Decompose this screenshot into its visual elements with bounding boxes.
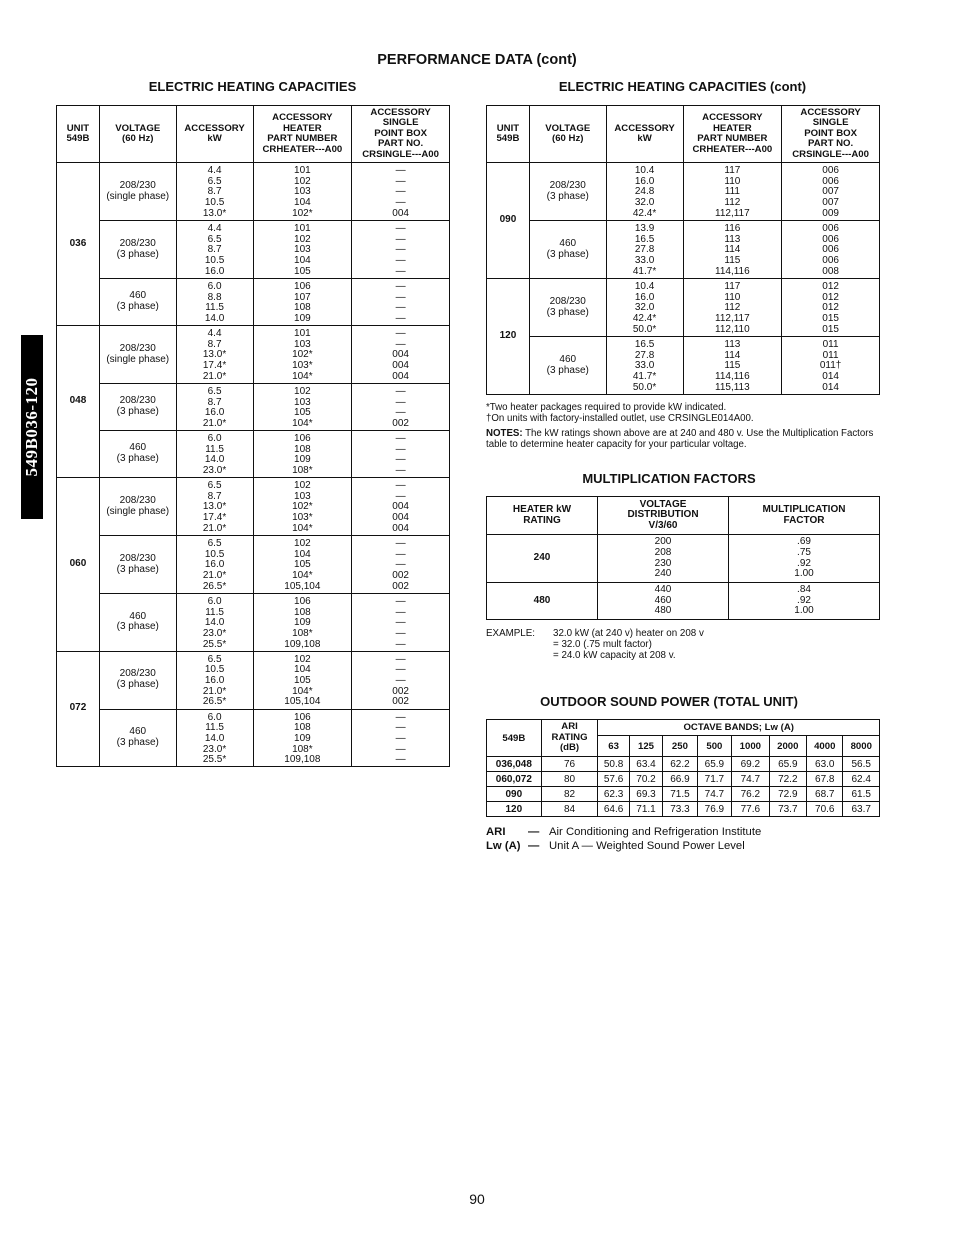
kw-cell: 6.5 8.7 13.0* 17.4* 21.0*	[176, 478, 253, 536]
single-point-box-cell: — — — —	[352, 431, 450, 478]
side-tab	[21, 335, 43, 519]
voltage-cell: 208/230 (3 phase)	[99, 651, 176, 709]
unit-cell: 090	[487, 787, 542, 802]
unit-cell: 036,048	[487, 757, 542, 772]
legend-text: Unit A — Weighted Sound Power Level	[549, 839, 745, 852]
band-value-cell: 66.9	[663, 772, 697, 787]
unit-cell: 060	[57, 478, 100, 652]
heater-part-cell: 102 104 105 104* 105,104	[253, 651, 352, 709]
sound-power-title: OUTDOOR SOUND POWER (TOTAL UNIT)	[540, 694, 798, 709]
table-row	[57, 163, 450, 221]
footnote-dagger: †On units with factory-installed outlet, use CRSINGLE014A00.	[486, 413, 754, 424]
band-header: 4000	[807, 736, 843, 757]
example-line: = 32.0 (.75 mult factor)	[553, 639, 652, 650]
table-row	[487, 163, 880, 221]
unit-cell: 036	[57, 163, 100, 326]
heater-part-cell: 117 110 111 112 112,117	[683, 163, 782, 221]
band-value-cell: 72.2	[769, 772, 806, 787]
heater-rating-cell: 480	[487, 583, 598, 620]
band-value-cell: 67.8	[807, 772, 843, 787]
example-lines	[553, 628, 793, 661]
header-voltage: VOLTAGE (60 Hz)	[529, 106, 606, 163]
band-value-cell: 64.6	[598, 802, 629, 817]
single-point-box-cell: 006 006 006 006 008	[782, 221, 880, 279]
heater-part-cell: 101 103 102* 103* 104*	[253, 326, 352, 384]
band-header: 8000	[843, 736, 880, 757]
side-tab-label: 549B036-120	[22, 377, 41, 477]
voltage-cell: 460 (3 phase)	[99, 431, 176, 478]
ari-cell: 80	[541, 772, 598, 787]
band-value-cell: 65.9	[697, 757, 731, 772]
header-kw: ACCESSORY kW	[176, 106, 253, 163]
voltage-cell: 460 (3 phase)	[99, 709, 176, 767]
single-point-box-cell: — — — 002	[352, 384, 450, 431]
single-point-box-cell: — — — 002 002	[352, 536, 450, 594]
band-value-cell: 71.5	[663, 787, 697, 802]
factors-cell: .69 .75 .92 1.00	[729, 535, 880, 583]
voltage-cell: 208/230 (3 phase)	[529, 163, 606, 221]
band-value-cell: 56.5	[843, 757, 880, 772]
header-single-point-box: ACCESSORY SINGLE POINT BOX PART NO. CRSINGLE---A00	[352, 106, 450, 163]
band-value-cell: 61.5	[843, 787, 880, 802]
single-point-box-cell: — — — 002 002	[352, 651, 450, 709]
table-row	[57, 709, 450, 767]
kw-cell: 6.0 8.8 11.5 14.0	[176, 279, 253, 326]
heater-part-cell: 117 110 112 112,117 112,110	[683, 279, 782, 337]
band-value-cell: 76.9	[697, 802, 731, 817]
legend-abbr: Lw (A)	[486, 839, 521, 852]
voltages-cell: 440 460 480	[598, 583, 729, 620]
table-row	[57, 221, 450, 279]
header-single-point-box: ACCESSORY SINGLE POINT BOX PART NO. CRSINGLE---A00	[782, 106, 880, 163]
band-value-cell: 71.1	[629, 802, 662, 817]
single-point-box-cell: — — — — —	[352, 221, 450, 279]
band-value-cell: 74.7	[732, 772, 769, 787]
unit-cell: 120	[487, 279, 530, 395]
voltage-cell: 460 (3 phase)	[99, 594, 176, 652]
ari-cell: 82	[541, 787, 598, 802]
single-point-box-cell: — — 004 004 004	[352, 478, 450, 536]
table-row	[487, 337, 880, 395]
kw-cell: 16.5 27.8 33.0 41.7* 50.0*	[606, 337, 683, 395]
voltage-cell: 208/230 (single phase)	[99, 326, 176, 384]
band-value-cell: 62.4	[843, 772, 880, 787]
voltage-cell: 208/230 (3 phase)	[99, 384, 176, 431]
kw-cell: 6.0 11.5 14.0 23.0*	[176, 431, 253, 478]
single-point-box-cell: — — — — 004	[352, 163, 450, 221]
multiplication-factors-table	[486, 496, 880, 620]
heater-part-cell: 101 102 103 104 105	[253, 221, 352, 279]
band-value-cell: 62.2	[663, 757, 697, 772]
table-row	[57, 478, 450, 536]
header-heater-part: ACCESSORY HEATER PART NUMBER CRHEATER---A00	[683, 106, 782, 163]
kw-cell: 6.5 10.5 16.0 21.0* 26.5*	[176, 536, 253, 594]
mult-factors-title: MULTIPLICATION FACTORS	[582, 471, 756, 486]
legend-text: Air Conditioning and Refrigeration Institute	[549, 826, 762, 838]
heater-rating-cell: 240	[487, 535, 598, 583]
left-table-title: ELECTRIC HEATING CAPACITIES	[148, 79, 357, 94]
table-row	[487, 279, 880, 337]
band-value-cell: 65.9	[769, 757, 806, 772]
legend-dash: —	[528, 826, 540, 838]
kw-cell: 10.4 16.0 24.8 32.0 42.4*	[606, 163, 683, 221]
table-row	[487, 772, 880, 787]
table-row	[57, 536, 450, 594]
electric-heating-table	[56, 105, 450, 767]
table-row	[487, 802, 880, 817]
band-value-cell: 73.7	[769, 802, 806, 817]
header-mult-factor: MULTIPLICATION FACTOR	[729, 497, 880, 535]
unit-cell: 048	[57, 326, 100, 478]
band-value-cell: 68.7	[807, 787, 843, 802]
voltage-cell: 208/230 (single phase)	[99, 478, 176, 536]
band-value-cell: 70.6	[807, 802, 843, 817]
unit-cell: 072	[57, 651, 100, 767]
heater-part-cell: 106 108 109 108* 109,108	[253, 709, 352, 767]
single-point-box-cell: — — — — —	[352, 594, 450, 652]
legend-row	[486, 840, 846, 854]
kw-cell: 6.0 11.5 14.0 23.0* 25.5*	[176, 709, 253, 767]
heater-part-cell: 101 102 103 104 102*	[253, 163, 352, 221]
band-header: 250	[663, 736, 697, 757]
band-value-cell: 63.0	[807, 757, 843, 772]
band-header: 63	[598, 736, 629, 757]
header-kw: ACCESSORY kW	[606, 106, 683, 163]
factors-cell: .84 .92 1.00	[729, 583, 880, 620]
band-value-cell: 73.3	[663, 802, 697, 817]
header-voltage: VOLTAGE (60 Hz)	[99, 106, 176, 163]
ari-cell: 76	[541, 757, 598, 772]
example-line: = 24.0 kW capacity at 208 v.	[553, 650, 676, 661]
band-value-cell: 69.3	[629, 787, 662, 802]
footnotes	[486, 402, 880, 450]
table-row	[57, 326, 450, 384]
single-point-box-cell: 012 012 012 015 015	[782, 279, 880, 337]
abbreviation-legend	[486, 826, 846, 853]
table-row	[57, 384, 450, 431]
band-value-cell: 57.6	[598, 772, 629, 787]
band-value-cell: 50.8	[598, 757, 629, 772]
voltage-cell: 208/230 (3 phase)	[99, 536, 176, 594]
band-header: 2000	[769, 736, 806, 757]
table-row	[487, 757, 880, 772]
header-ari-rating: ARI RATING (dB)	[541, 720, 598, 757]
band-value-cell: 62.3	[598, 787, 629, 802]
kw-cell: 4.4 6.5 8.7 10.5 13.0*	[176, 163, 253, 221]
single-point-box-cell: — — 004 004 004	[352, 326, 450, 384]
table-row	[487, 787, 880, 802]
header-heater-part: ACCESSORY HEATER PART NUMBER CRHEATER---A00	[253, 106, 352, 163]
kw-cell: 6.5 10.5 16.0 21.0* 26.5*	[176, 651, 253, 709]
band-value-cell: 76.2	[732, 787, 769, 802]
electric-heating-table-cont	[486, 105, 880, 395]
ari-cell: 84	[541, 802, 598, 817]
right-table-title: ELECTRIC HEATING CAPACITIES (cont)	[558, 79, 807, 94]
heater-part-cell: 106 107 108 109	[253, 279, 352, 326]
example-label: EXAMPLE:	[486, 628, 536, 639]
example-line: 32.0 kW (at 240 v) heater on 208 v	[553, 628, 704, 639]
notes	[486, 428, 880, 450]
table-row	[57, 279, 450, 326]
header-octave-bands: OCTAVE BANDS; Lw (A)	[598, 720, 880, 736]
table-row	[57, 651, 450, 709]
table-row	[57, 594, 450, 652]
header-unit: UNIT 549B	[487, 106, 530, 163]
table-row	[57, 431, 450, 478]
band-value-cell: 77.6	[732, 802, 769, 817]
single-point-box-cell: 011 011 011† 014 014	[782, 337, 880, 395]
band-header: 1000	[732, 736, 769, 757]
table-row	[487, 583, 880, 620]
band-value-cell: 71.7	[697, 772, 731, 787]
page-title: PERFORMANCE DATA (cont)	[377, 52, 577, 68]
voltage-cell: 208/230 (3 phase)	[99, 221, 176, 279]
header-unit: UNIT 549B	[57, 106, 100, 163]
heater-part-cell: 113 114 115 114,116 115,113	[683, 337, 782, 395]
unit-cell: 090	[487, 163, 530, 279]
page-number: 90	[469, 1191, 485, 1207]
single-point-box-cell: 006 006 007 007 009	[782, 163, 880, 221]
notes-label: NOTES:	[486, 428, 523, 439]
kw-cell: 6.5 8.7 16.0 21.0*	[176, 384, 253, 431]
voltage-cell: 460 (3 phase)	[99, 279, 176, 326]
voltage-cell: 208/230 (single phase)	[99, 163, 176, 221]
header-voltage-distribution: VOLTAGE DISTRIBUTION V/3/60	[598, 497, 729, 535]
heater-part-cell: 102 103 105 104*	[253, 384, 352, 431]
single-point-box-cell: — — — — —	[352, 709, 450, 767]
sound-power-table	[486, 719, 880, 817]
kw-cell: 13.9 16.5 27.8 33.0 41.7*	[606, 221, 683, 279]
heater-part-cell: 106 108 109 108* 109,108	[253, 594, 352, 652]
single-point-box-cell: — — — —	[352, 279, 450, 326]
kw-cell: 4.4 8.7 13.0* 17.4* 21.0*	[176, 326, 253, 384]
band-value-cell: 63.4	[629, 757, 662, 772]
legend-dash: —	[528, 839, 540, 852]
heater-part-cell: 106 108 109 108*	[253, 431, 352, 478]
table-row	[487, 535, 880, 583]
heater-part-cell: 102 104 105 104* 105,104	[253, 536, 352, 594]
voltages-cell: 200 208 230 240	[598, 535, 729, 583]
kw-cell: 6.0 11.5 14.0 23.0* 25.5*	[176, 594, 253, 652]
band-value-cell: 72.9	[769, 787, 806, 802]
unit-cell: 060,072	[487, 772, 542, 787]
table-row	[487, 221, 880, 279]
band-header: 125	[629, 736, 662, 757]
unit-cell: 120	[487, 802, 542, 817]
header-unit: 549B	[487, 720, 542, 757]
legend-row	[486, 826, 846, 840]
band-value-cell: 69.2	[732, 757, 769, 772]
kw-cell: 4.4 6.5 8.7 10.5 16.0	[176, 221, 253, 279]
voltage-cell: 460 (3 phase)	[529, 337, 606, 395]
legend-abbr: ARI	[486, 826, 506, 838]
band-value-cell: 70.2	[629, 772, 662, 787]
header-heater-rating: HEATER kW RATING	[487, 497, 598, 535]
band-value-cell: 74.7	[697, 787, 731, 802]
band-header: 500	[697, 736, 731, 757]
voltage-cell: 460 (3 phase)	[529, 221, 606, 279]
kw-cell: 10.4 16.0 32.0 42.4* 50.0*	[606, 279, 683, 337]
heater-part-cell: 102 103 102* 103* 104*	[253, 478, 352, 536]
band-value-cell: 63.7	[843, 802, 880, 817]
notes-text: The kW ratings shown above are at 240 and 480 v. Use the Multiplication Factors table to determine heater capacity for your particular voltage.	[486, 428, 874, 450]
footnote-star: *Two heater packages required to provide kW indicated.	[486, 402, 727, 413]
voltage-cell: 208/230 (3 phase)	[529, 279, 606, 337]
heater-part-cell: 116 113 114 115 114,116	[683, 221, 782, 279]
